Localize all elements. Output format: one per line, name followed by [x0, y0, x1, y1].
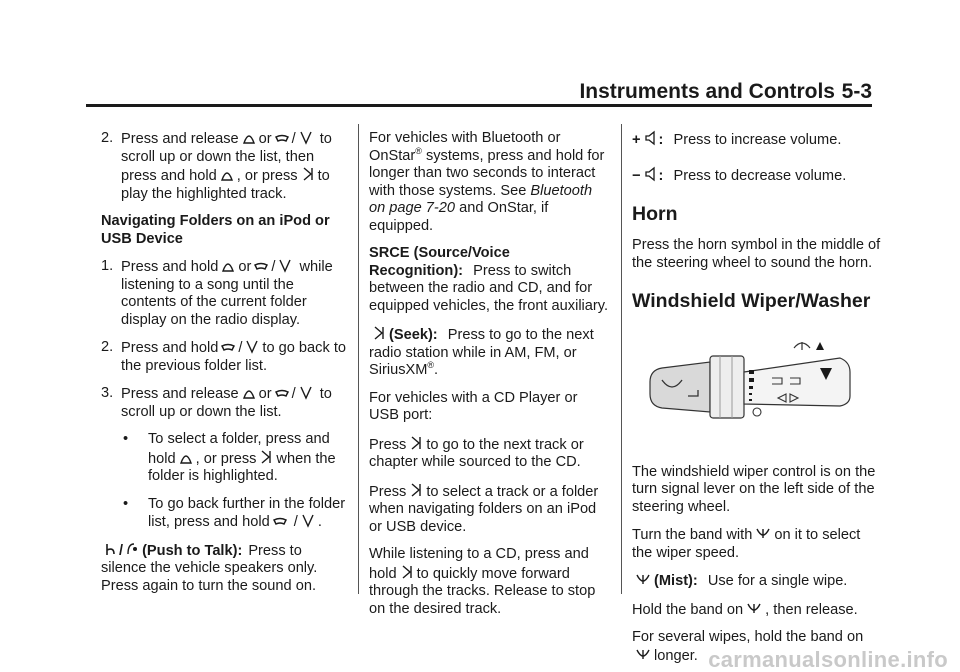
speaker-icon	[644, 130, 656, 146]
wiper-speed-paragraph: Turn the band with on it to select the wiper speed.	[632, 527, 861, 561]
down-arrow-icon	[278, 258, 292, 273]
bullet-select-folder: • To select a folder, press and hold , or press when the folder is highlighted.	[123, 431, 336, 484]
seek-icon	[301, 166, 315, 182]
wiper-lever-illustration	[640, 332, 860, 442]
step-2-scroll: 2. Press and release or / to scroll up or down the list, then press and hold , or press to play the highlighted track.	[101, 130, 332, 202]
page-number: 5-3	[841, 80, 872, 103]
down-arrow-icon	[301, 513, 315, 528]
step-3-scroll: 3. Press and release or / to scroll up or down the list.	[101, 385, 332, 420]
phone-icon	[254, 261, 268, 273]
page-header	[0, 0, 960, 110]
wiper-icon	[755, 526, 771, 541]
wiper-icon	[746, 601, 762, 616]
column-divider	[621, 124, 622, 594]
cd-select-track: Press to select a track or a folder when navigating folders on an iPod or USB device.	[369, 483, 599, 535]
bullet-go-back: • To go back further in the folder list, press and hold / .	[123, 495, 346, 530]
up-arrow-icon	[220, 167, 234, 182]
wiper-location-paragraph: The windshield wiper control is on the turn signal lever on the left side of the steering wheel.	[632, 463, 876, 515]
seek-icon	[372, 325, 386, 341]
seek-icon	[409, 482, 423, 498]
cd-next-track: Press to go to the next track or chapter while sourced to the CD.	[369, 436, 584, 470]
seek-icon	[409, 435, 423, 451]
header-rule	[86, 104, 872, 107]
voice-icon	[126, 542, 139, 557]
seek-paragraph: (Seek): Press to go to the next radio station while in AM, FM, or SiriusXM®.	[369, 327, 594, 378]
push-to-talk-paragraph: / (Push to Talk): Press to silence the vehicle speakers only. Press again to turn the sound on.	[101, 542, 318, 594]
down-arrow-icon	[245, 339, 259, 354]
cd-intro: For vehicles with a CD Player or USB port:	[369, 389, 578, 423]
up-arrow-icon	[242, 130, 256, 145]
srce-paragraph: SRCE (Source/Voice Recognition): Press to switch between the radio and CD, and for equipped vehicles, the front auxiliary.	[369, 245, 609, 314]
step-2-back: 2. Press and hold / to go back to the previous folder list.	[101, 339, 346, 374]
watermark: carmanualsonline.info	[708, 646, 948, 672]
up-arrow-icon	[221, 258, 235, 273]
phone-icon	[273, 516, 287, 528]
bluetooth-paragraph: For vehicles with Bluetooth or OnStar® systems, press and hold for longer than two seconds to interact with those systems. See Bluetooth on page 7-20 and OnStar, if equipped.	[369, 130, 605, 234]
up-arrow-icon	[179, 450, 193, 465]
section-title: Instruments and Controls	[579, 80, 835, 103]
phone-icon	[221, 342, 235, 354]
mute-icon	[104, 542, 116, 557]
column-1	[101, 130, 351, 605]
speaker-icon	[644, 166, 656, 182]
volume-down-row: − : Press to decrease volume.	[632, 167, 847, 184]
mist-paragraph: (Mist): Use for a single wipe.	[632, 572, 882, 591]
horn-heading: Horn	[632, 203, 678, 225]
seek-icon	[400, 564, 414, 580]
seek-icon	[259, 449, 273, 465]
several-wipes-paragraph: For several wipes, hold the band on longer.	[632, 629, 864, 664]
mist-wiper-icon	[635, 572, 651, 587]
up-arrow-icon	[242, 385, 256, 400]
column-divider	[358, 124, 359, 594]
horn-paragraph: Press the horn symbol in the middle of the steering wheel to sound the horn.	[632, 237, 881, 271]
step-1-hold: 1. Press and hold or / while listening to a song until the contents of the current folder display on the radio display.	[101, 258, 333, 328]
hold-band-paragraph: Hold the band on , then release.	[632, 601, 858, 618]
wiper-icon	[635, 647, 651, 662]
cd-fast-forward: While listening to a CD, press and hold to quickly move forward through the tracks. Release to stop on the desired track.	[369, 546, 596, 617]
down-arrow-icon	[299, 130, 313, 145]
column-2	[369, 130, 609, 628]
down-arrow-icon	[299, 385, 313, 400]
phone-icon	[275, 388, 289, 400]
column-3	[632, 130, 882, 672]
phone-icon	[275, 133, 289, 145]
volume-up-row: + : Press to increase volume.	[632, 132, 842, 148]
bluetooth-reference: Bluetooth on page 7-20	[369, 182, 593, 216]
nav-folders-heading: Navigating Folders on an iPod or USB Device	[101, 213, 330, 247]
wiper-heading: Windshield Wiper/Washer	[632, 290, 871, 312]
